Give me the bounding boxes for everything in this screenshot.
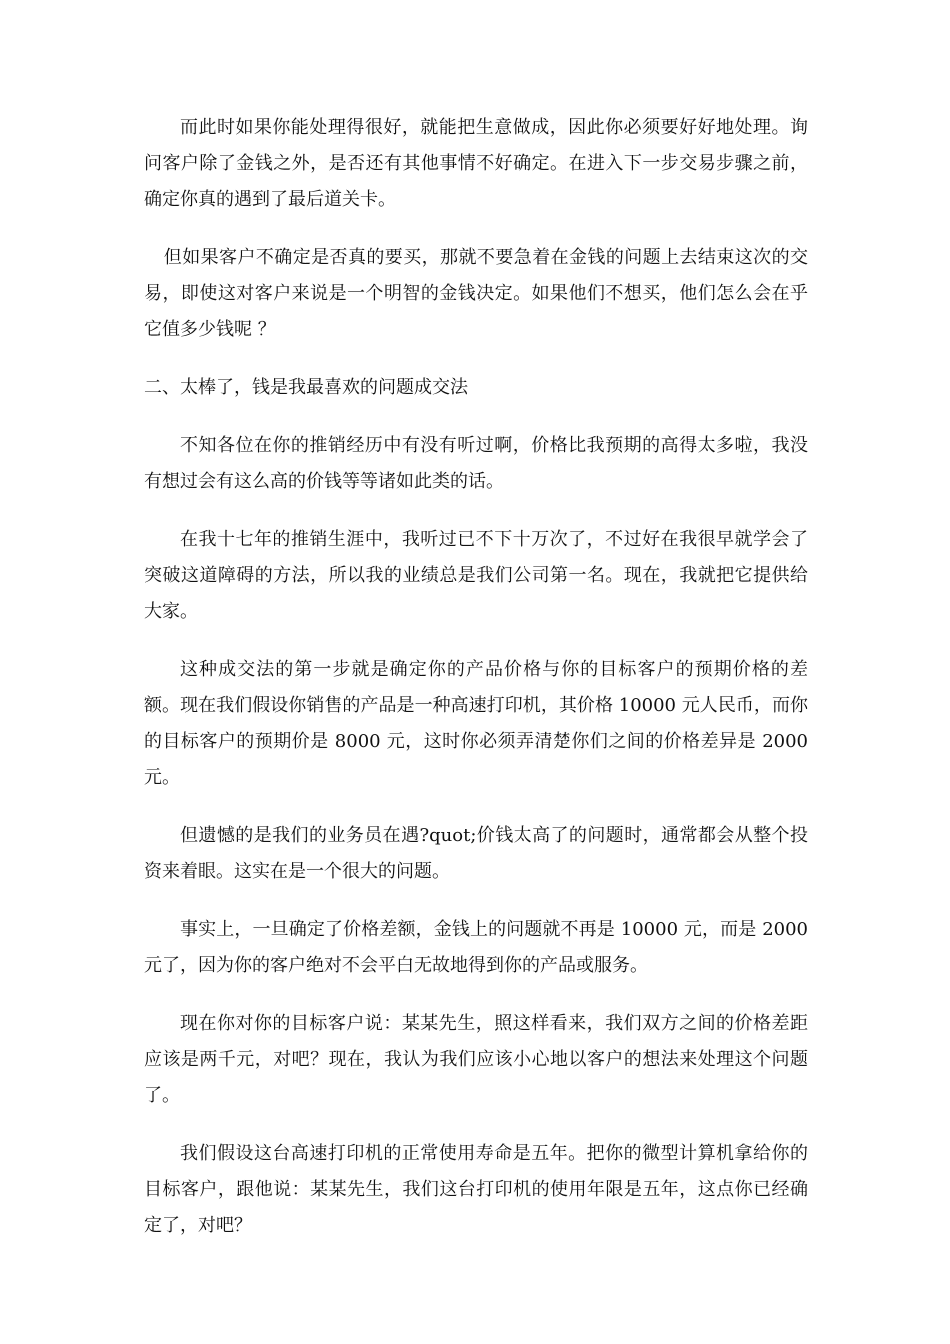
paragraph-9: 我们假设这台高速打印机的正常使用寿命是五年。把你的微型计算机拿给你的目标客户，跟他说：某某先生，我们这台打印机的使用年限是五年，这点你已经确定了，对吧？ — [144, 1143, 808, 1236]
paragraph-8: 现在你对你的目标客户说：某某先生，照这样看来，我们双方之间的价格差距应该是两千元，对吧？现在，我认为我们应该小心地以客户的想法来处理这个问题了。 — [144, 1013, 808, 1106]
paragraph-2: 但如果客户不确定是否真的要买，那就不要急着在金钱的问题上去结束这次的交易，即使这对客户来说是一个明智的金钱决定。如果他们不想买，他们怎么会在乎它值多少钱呢 ？ — [144, 247, 808, 340]
paragraph-7: 事实上，一旦确定了价格差额，金钱上的问题就不再是 10000 元，而是 2000 元了，因为你的客户绝对不会平白无故地得到你的产品或服务。 — [144, 919, 808, 976]
paragraph-6: 但遗憾的是我们的业务员在遇?quot;价钱太高了的问题时，通常都会从整个投资来着眼。这实在是一个很大的问题。 — [144, 825, 808, 882]
paragraph-4: 在我十七年的推销生涯中，我听过已不下十万次了，不过好在我很早就学会了突破这道障碍的方法，所以我的业绩总是我们公司第一名。现在，我就把它提供给大家。 — [144, 529, 808, 622]
paragraph-3: 不知各位在你的推销经历中有没有听过啊，价格比我预期的高得太多啦，我没有想过会有这么高的价钱等等诸如此类的话。 — [144, 435, 808, 492]
document-body — [144, 110, 808, 1266]
section-heading: 二、太棒了，钱是我最喜欢的问题成交法 — [144, 377, 468, 398]
paragraph-5: 这种成交法的第一步就是确定你的产品价格与你的目标客户的预期价格的差额。现在我们假设你销售的产品是一种高速打印机，其价格 10000 元人民币，而你的目标客户的预期价是 8000 元，这时你必须弄清楚你们之间的价格差异是 2000 元。 — [144, 659, 808, 788]
paragraph-1: 而此时如果你能处理得很好，就能把生意做成，因此你必须要好好地处理。询问客户除了金钱之外，是否还有其他事情不好确定。在进入下一步交易步骤之前，确定你真的遇到了最后道关卡。 — [144, 117, 808, 210]
